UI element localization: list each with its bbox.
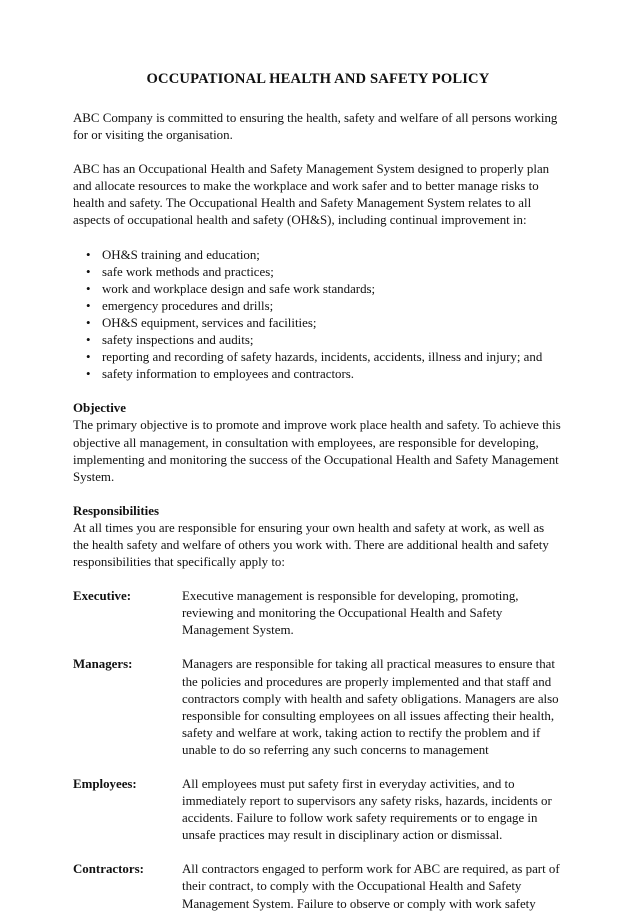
responsibility-text: Managers are responsible for taking all practical measures to ensure that the policies and procedures are properly implemented and that staff and contractors comply with health and safety obligations. Managers are also responsible for consulting employees on all issues affecting their health, safety and welfare at work, taking action to rectify the problem and if unable to do so referring any such concerns to management bbox=[182, 657, 559, 757]
responsibility-label: Contractors: bbox=[73, 862, 144, 877]
list-item-label: emergency procedures and drills; bbox=[102, 298, 274, 313]
bullet-icon: • bbox=[86, 247, 91, 262]
section-spacer bbox=[73, 571, 563, 588]
bullet-icon: • bbox=[86, 281, 91, 296]
list-item bbox=[73, 298, 563, 315]
objective-body: The primary objective is to promote and improve work place health and safety. To achieve this objective all management, in consultation with employees, are responsible for developing, implementing and monitoring the success of the Occupational Health and Safety Management System. bbox=[73, 418, 561, 484]
section-spacer bbox=[73, 383, 563, 400]
row-spacer bbox=[73, 639, 563, 656]
responsibility-row-contractors bbox=[73, 861, 563, 912]
page-title: OCCUPATIONAL HEALTH AND SAFETY POLICY bbox=[146, 71, 490, 87]
responsibilities-body: At all times you are responsible for ensuring your own health and safety at work, as well as the health safety and welfare of others you work with. There are additional health and safety responsibilities that specifically apply to: bbox=[73, 520, 549, 570]
list-item bbox=[73, 281, 563, 298]
row-spacer bbox=[73, 844, 563, 861]
responsibility-text: All employees must put safety first in everyday activities, and to immediately report to supervisors any safety risks, hazards, incidents or accidents. Failure to follow work safety requirements or to engage in unsafe practices may result in disciplinary action or dismissal. bbox=[182, 777, 552, 843]
document-content bbox=[73, 70, 563, 913]
list-item-label: work and workplace design and safe work standards; bbox=[102, 281, 376, 296]
bullet-icon: • bbox=[86, 264, 91, 279]
list-item bbox=[73, 366, 563, 383]
list-item-label: OH&S equipment, services and facilities; bbox=[102, 315, 317, 330]
bullet-icon: • bbox=[86, 333, 91, 348]
list-item bbox=[73, 264, 563, 281]
responsibility-row-executive bbox=[73, 588, 563, 639]
responsibility-label: Managers: bbox=[73, 657, 133, 672]
list-item-label: safety inspections and audits; bbox=[102, 333, 254, 348]
improvement-areas-list bbox=[73, 247, 563, 384]
section-heading-objective: Objective bbox=[73, 401, 126, 416]
section-spacer bbox=[73, 486, 563, 503]
responsibility-row-managers bbox=[73, 656, 563, 759]
bullet-icon: • bbox=[86, 367, 91, 382]
responsibility-label: Executive: bbox=[73, 589, 131, 604]
list-item-label: safe work methods and practices; bbox=[102, 264, 274, 279]
list-item-label: reporting and recording of safety hazards, incidents, accidents, illness and injury; and bbox=[102, 350, 543, 365]
paragraph-spacer bbox=[73, 230, 563, 247]
responsibility-label: Employees: bbox=[73, 777, 137, 791]
list-item bbox=[73, 349, 563, 366]
management-system-paragraph: ABC has an Occupational Health and Safety Management System designed to properly plan and allocate resources to make the workplace and work safer and to better manage risks to health and safety. The Occupational Health and Safety Management System relates to all aspects of occupational health and safety (OH&S), including continual improvement in: bbox=[73, 162, 550, 228]
list-item bbox=[73, 332, 563, 349]
list-item-label: safety information to employees and contractors. bbox=[102, 367, 355, 382]
list-item bbox=[73, 247, 563, 264]
paragraph-spacer bbox=[73, 144, 563, 161]
bullet-icon: • bbox=[86, 350, 91, 365]
bullet-icon: • bbox=[86, 315, 91, 330]
section-heading-responsibilities: Responsibilities bbox=[73, 503, 159, 518]
row-spacer bbox=[73, 759, 563, 776]
list-item bbox=[73, 315, 563, 332]
responsibility-text: All contractors engaged to perform work for ABC are required, as part of their contract, to comply with the Occupational Health and Safety Management System. Failure to observe or comply with work safety bbox=[182, 862, 560, 911]
responsibility-row-employees bbox=[73, 776, 563, 844]
responsibility-text: Executive management is responsible for developing, promoting, reviewing and monitoring the Occupational Health and Safety Management System. bbox=[182, 589, 519, 638]
intro-paragraph: ABC Company is committed to ensuring the health, safety and welfare of all persons working for or visiting the organisation. bbox=[73, 111, 558, 143]
list-item-label: OH&S training and education; bbox=[102, 247, 260, 262]
bullet-icon: • bbox=[86, 298, 91, 313]
